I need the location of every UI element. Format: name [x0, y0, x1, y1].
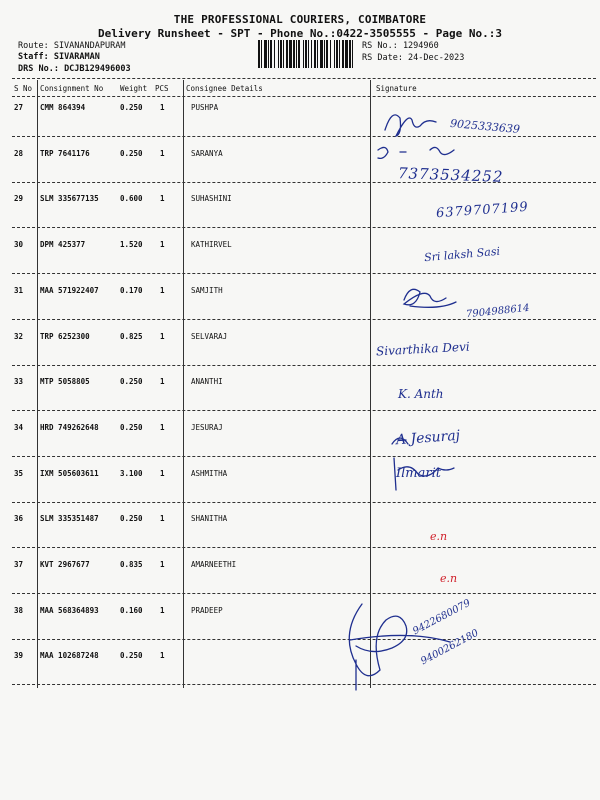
rs-date: RS Date: 24-Dec-2023: [362, 53, 465, 63]
col-consignment: Consignment No: [40, 84, 104, 93]
row-weight: 0.250: [120, 651, 143, 660]
row-sno: 29: [14, 194, 24, 203]
row-pcs: 1: [160, 149, 165, 158]
row-pcs: 1: [160, 332, 165, 341]
row-weight: 0.250: [120, 514, 143, 523]
row-consignee: PUSHPA: [191, 103, 219, 112]
row-consignment-no: KVT 2967677: [40, 560, 90, 569]
handwritten-note-37: e.n: [440, 572, 458, 585]
row-consignment-no: CMM 864394: [40, 103, 86, 112]
col-weight: Weight: [120, 84, 148, 93]
row-consignee: SARANYA: [191, 149, 223, 158]
row-pcs: 1: [160, 286, 165, 295]
row-sno: 28: [14, 149, 24, 158]
row-weight: 0.825: [120, 332, 143, 341]
row-consignee: SUHASHINI: [191, 194, 232, 203]
row-pcs: 1: [160, 514, 165, 523]
row-consignee: SAMJITH: [191, 286, 223, 295]
row-weight: 0.160: [120, 606, 143, 615]
signature-28: [378, 147, 454, 158]
handwritten-phone-27: 9025333639: [449, 116, 521, 137]
row-consignment-no: MAA 571922407: [40, 286, 99, 295]
row-pcs: 1: [160, 423, 165, 432]
row-sno: 39: [14, 651, 24, 660]
handwritten-name-35: Ilmarit: [396, 466, 441, 481]
row-consignment-no: IXM 505603611: [40, 469, 99, 478]
staff-label: Staff:: [18, 52, 54, 62]
row-sno: 31: [14, 286, 24, 295]
row-consignee: ASHMITHA: [191, 469, 228, 478]
row-weight: 1.520: [120, 240, 143, 249]
route-label: Route: SIVANANDAPURAM: [18, 41, 126, 51]
handwritten-phone-38b: 9400262180: [419, 627, 481, 668]
rs-number: RS No.: 1294960: [362, 41, 439, 51]
handwritten-phone-28: 7373534252: [397, 164, 504, 186]
row-weight: 0.250: [120, 103, 143, 112]
row-weight: 0.835: [120, 560, 143, 569]
row-consignee: KATHIRVEL: [191, 240, 232, 249]
row-consignee: PRADEEP: [191, 606, 223, 615]
handwritten-note-36: e.n: [430, 530, 448, 543]
row-pcs: 1: [160, 651, 165, 660]
row-weight: 0.250: [120, 423, 143, 432]
row-consignment-no: MTP 5058805: [40, 377, 90, 386]
row-consignment-no: HRD 749262648: [40, 423, 99, 432]
row-consignment-no: MAA 102687248: [40, 651, 99, 660]
row-pcs: 1: [160, 240, 165, 249]
row-consignment-no: DPM 425377: [40, 240, 86, 249]
row-sno: 27: [14, 103, 24, 112]
row-sno: 35: [14, 469, 24, 478]
row-sno: 36: [14, 514, 24, 523]
col-sno: S No: [14, 84, 33, 93]
row-consignee: ANANTHI: [191, 377, 223, 386]
row-consignment-no: MAA 568364893: [40, 606, 99, 615]
row-pcs: 1: [160, 469, 165, 478]
row-sno: 38: [14, 606, 24, 615]
row-consignment-no: SLM 335351487: [40, 514, 99, 523]
row-weight: 0.250: [120, 377, 143, 386]
col-consignee: Consignee Details: [186, 84, 263, 93]
row-weight: 3.100: [120, 469, 143, 478]
row-sno: 30: [14, 240, 24, 249]
staff-value: SIVARAMAN: [53, 52, 100, 62]
row-consignee: SHANITHA: [191, 514, 228, 523]
runsheet-subtitle: Delivery Runsheet - SPT - Phone No.:0422-3505555 - Page No.:3: [98, 27, 502, 40]
handwritten-phone-29: 6379707199: [435, 199, 530, 222]
row-consignment-no: SLM 335677135: [40, 194, 99, 203]
col-pcs: PCS: [155, 84, 169, 93]
row-pcs: 1: [160, 194, 165, 203]
row-pcs: 1: [160, 560, 165, 569]
handwritten-name-33: K. Anth: [398, 387, 444, 401]
row-consignee: AMARNEETHI: [191, 560, 237, 569]
row-sno: 37: [14, 560, 24, 569]
row-pcs: 1: [160, 377, 165, 386]
row-weight: 0.170: [120, 286, 143, 295]
row-consignee: JESURAJ: [191, 423, 223, 432]
company-title: THE PROFESSIONAL COURIERS, COIMBATORE: [173, 13, 427, 26]
row-pcs: 1: [160, 606, 165, 615]
row-consignment-no: TRP 6252300: [40, 332, 90, 341]
row-weight: 0.600: [120, 194, 143, 203]
row-consignment-no: TRP 7641176: [40, 149, 90, 158]
handwritten-phone-31: 7904988614: [465, 302, 531, 321]
signature-27: [385, 115, 436, 136]
col-signature: Signature: [376, 84, 417, 93]
drs-label: DRS No.:: [18, 64, 65, 74]
row-weight: 0.250: [120, 149, 143, 158]
row-sno: 32: [14, 332, 24, 341]
handwritten-phone-38a: 9422680079: [411, 597, 473, 638]
signature-31: [404, 289, 456, 307]
handwritten-name-30: Sri laksh Sasi: [423, 244, 501, 265]
row-sno: 34: [14, 423, 24, 432]
handwritten-name-34: A Jesuraj: [395, 427, 461, 449]
row-pcs: 1: [160, 103, 165, 112]
handwritten-name-32: Sivarthika Devi: [375, 339, 471, 359]
drs-value: DCJB129496003: [64, 64, 131, 74]
row-consignee: SELVARAJ: [191, 332, 228, 341]
row-sno: 33: [14, 377, 24, 386]
